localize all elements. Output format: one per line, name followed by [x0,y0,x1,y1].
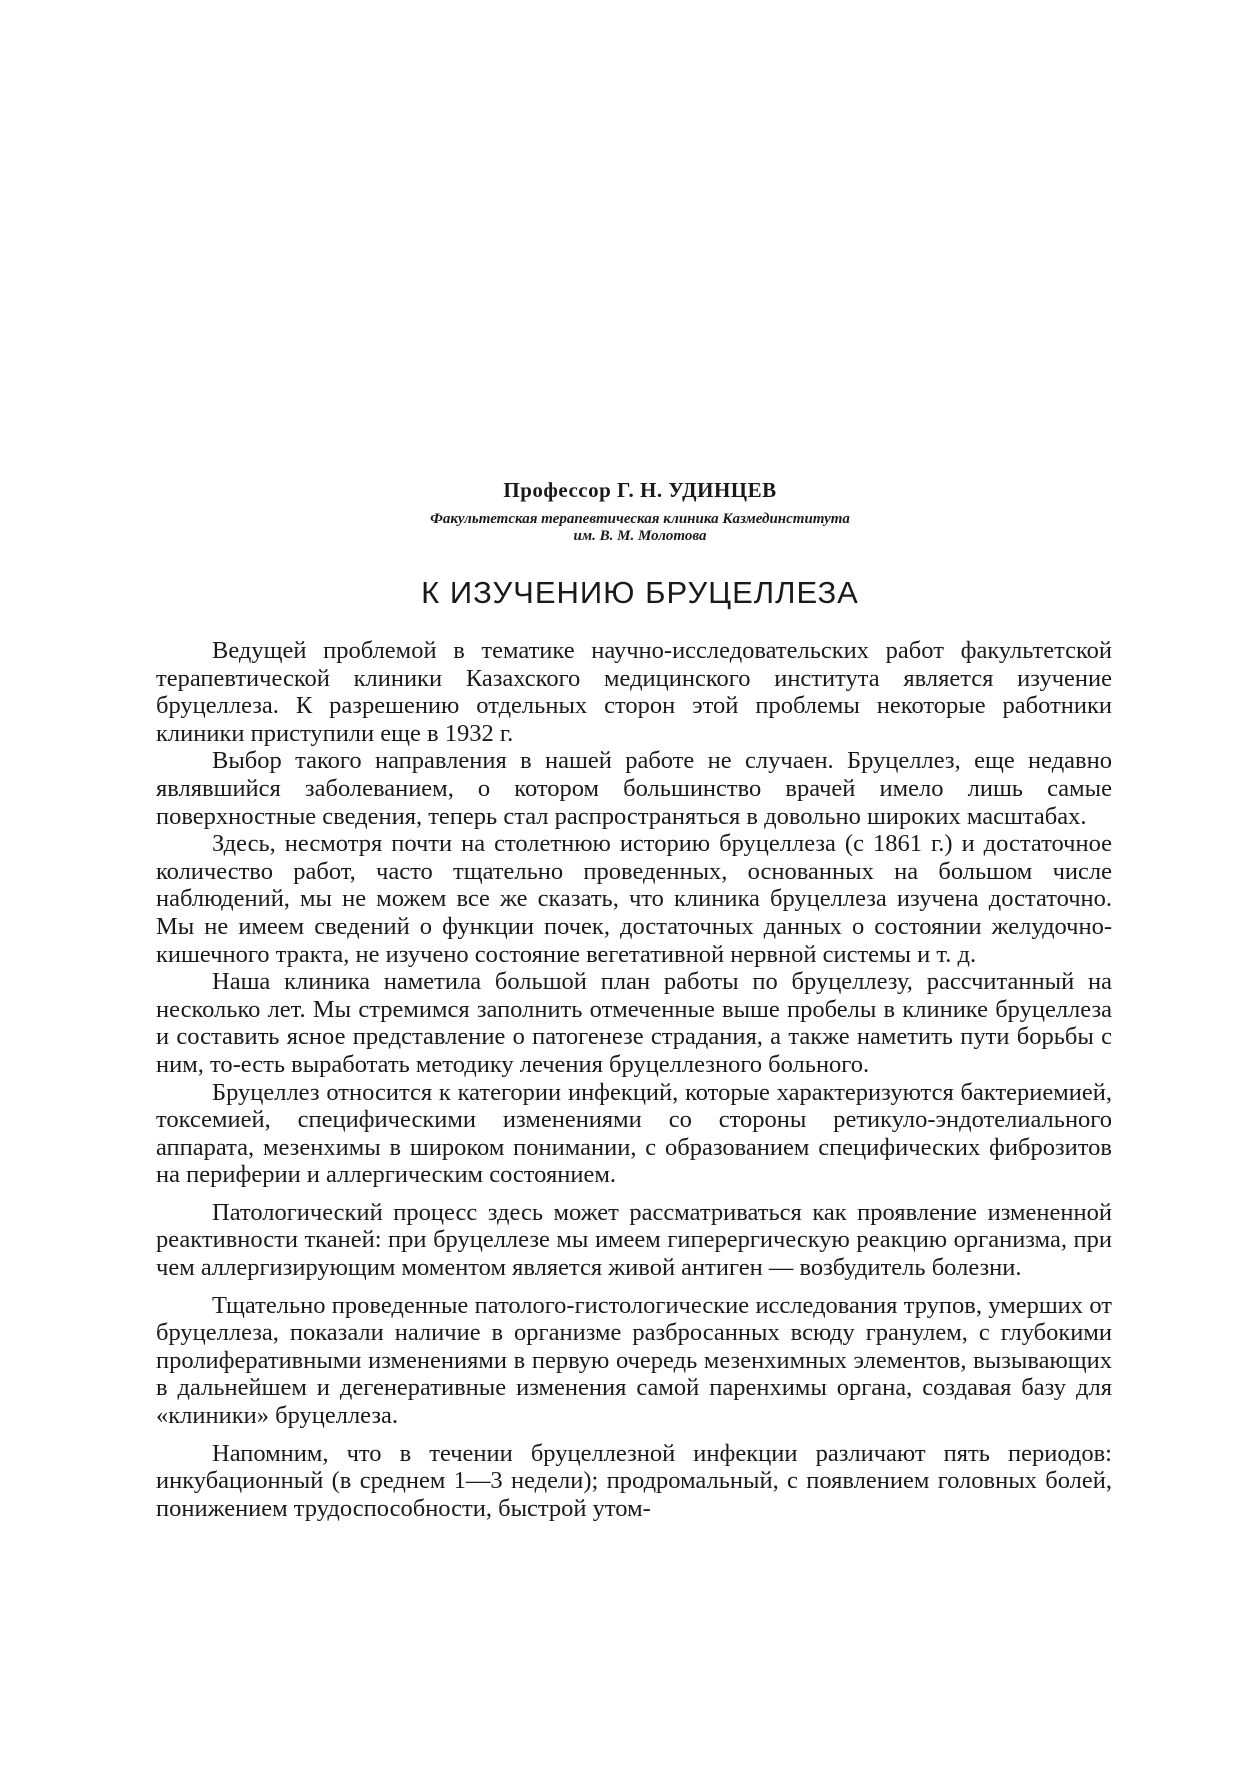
paragraph: Наша клиника наметила большой план работы по бруцеллезу, рассчитанный на несколько лет. Мы стремимся заполнить отмеченные выше пробелы в клинике бруцеллеза и составить ясное представление о патогенезе страдания, а также наметить пути борьбы с ним, то-есть выработать методику лечения бруцеллезного больного. [156,968,1112,1078]
paragraph: Патологический процесс здесь может рассматриваться как проявление измененной реактивности тканей: при бруцеллезе мы имеем гиперергическую реакцию организма, при чем аллергизирующим моментом является живой антиген — возбудитель болезни. [156,1198,1112,1282]
paragraph: Здесь, несмотря почти на столетнюю историю бруцеллеза (с 1861 г.) и достаточное количество работ, часто тщательно проведенных, основанных на большом числе наблюдений, мы не можем все же сказать, что клиника бруцеллеза изучена достаточно. Мы не имеем сведений о функции почек, достаточных данных о состоянии желудочно-кишечного тракта, не изучено состояние вегетативной нервной системы и т. д. [156,830,1112,968]
affiliation-line-1: Факультетская терапевтическая клиника Казмединститута [430,511,850,527]
paragraph: Напомним, что в течении бруцеллезной инфекции различают пять периодов: инкубационный (в среднем 1—3 недели); продромальный, с появлением головных болей, понижением трудоспособности, быстрой утом- [156,1439,1112,1522]
paragraph: Ведущей проблемой в тематике научно-исследовательских работ факультетской терапевтической клиники Казахского медицинского института является изучение бруцеллеза. К разрешению отдельных сторон этой проблемы некоторые работники клиники приступили еще в 1932 г. [156,637,1112,747]
paragraph: Бруцеллез относится к категории инфекций, которые характеризуются бактериемией, токсемией, специфическими изменениями со стороны ретикуло-эндотелиального аппарата, мезенхимы в широком понимании, с образованием специфических фиброзитов на периферии и аллергическим состоянием. [156,1078,1112,1189]
paragraph: Тщательно проведенные патолого-гистологические исследования трупов, умерших от бруцеллеза, показали наличие в организме разбросанных всюду гранулем, с глубокими пролиферативными изменениями в первую очередь мезенхимных элементов, вызывающих в дальнейшем и дегенеративные изменения самой паренхимы органа, создавая базу для «клиники» бруцеллеза. [156,1291,1112,1430]
article-body [156,637,1112,1522]
article-title: К ИЗУЧЕНИЮ БРУЦЕЛЛЕЗА [421,575,859,610]
author-line: Профессор Г. Н. УДИНЦЕВ [503,478,777,502]
affiliation [160,511,1120,545]
paragraph: Выбор такого направления в нашей работе не случаен. Бруцеллез, еще недавно являвшийся заболеванием, о котором большинство врачей имело лишь самые поверхностные сведения, теперь стал распространяться в довольно широких масштабах. [156,747,1112,830]
article-header [160,478,1120,545]
affiliation-line-2: им. В. М. Молотова [573,528,707,544]
